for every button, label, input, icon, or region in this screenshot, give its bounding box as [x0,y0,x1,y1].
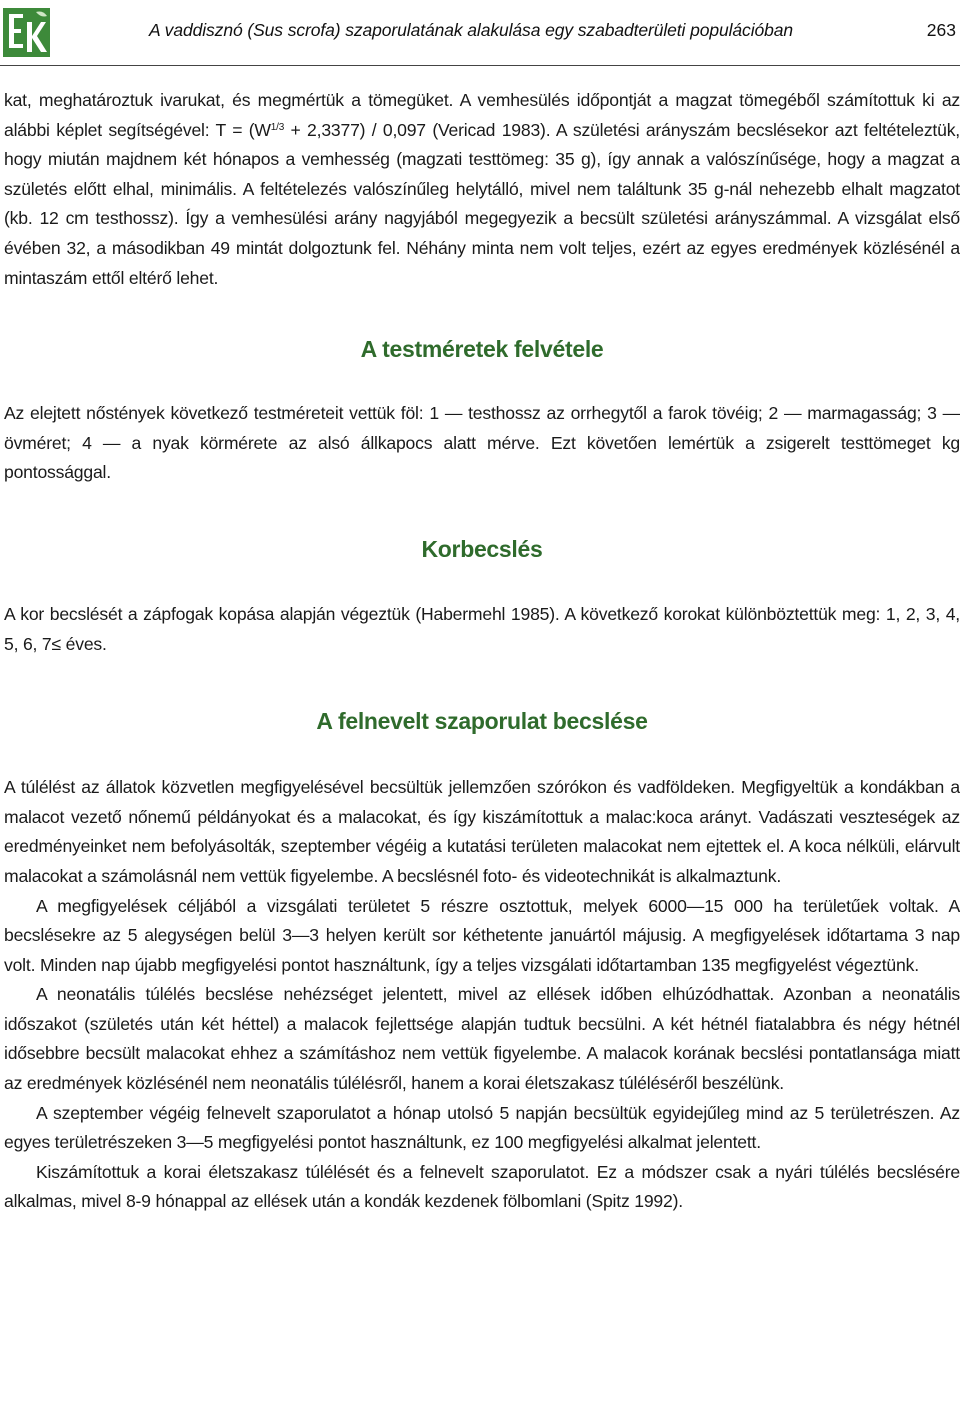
section-heading-body-measurements: A testméretek felvétele [360,336,604,363]
paragraph-sampling [4,86,960,293]
page-body [4,86,960,1217]
journal-logo-icon [3,8,50,57]
page-number: 263 [926,20,956,40]
paragraph-survival-observation: A túlélést az állatok közvetlen megfigyelésével becsültük jellemzően szórókon és vadföldeken. Megfigyeltük a kondákban a malacot vezető nőnemű példányokat és a malacokat, és így kiszámítottuk a malac:koca arányt. Vadászati veszteségek az eredményeinket nem befolyásolták, szeptember végéig a kutatási területen malacokat nem ejtettek el. A koca nélküli, elárvult malacokat a számolásnál nem vettük figyelembe. A becslésnél foto- és videotechnikát is alkalmaztunk. [4,777,960,886]
paragraph-september-estimate: A szeptember végéig felnevelt szaporulatot a hónap utolsó 5 napján becsültük egyidejűleg mind az 5 területrészen. Az egyes területrészeken 3—5 megfigyelési pontot használtunk, ez 100 megfigyelési alkalmat jelentett. [4,1102,960,1153]
paragraph-calculation: Kiszámítottuk a korai életszakasz túlélését és a felnevelt szaporulatot. Ez a módszer csak a nyári túlélés becslésére alkalmas, mivel 8-9 hónappal az ellések után a kondák kezdenek fölbomlani (Spitz 1992). [4,1161,960,1212]
section-heading-age-estimation: Korbecslés [421,535,543,562]
paragraph-body-measurements: Az elejtett nőstények következő testméreteit vettük föl: 1 — testhossz az orrhegytől a farok tövéig; 2 — marmagasság; 3 — övméret; 4 — a nyak körmérete az alsó állkapocs alatt mérve. Ezt követően lemértük a zsigerelt testtömeget kg pontossággal. [4,403,960,483]
section-heading-offspring-estimation: A felnevelt szaporulat becslése [316,708,648,735]
header-divider [0,65,960,66]
formula-text-start: kat, meghatároztuk ivarukat, és megmértük a tömegüket. A vemhesülés időpontját a magzat tömegéből számítottuk ki az alábbi képlet segítségével: T = (W [4,90,960,140]
formula-text-end: + 2,3377) / 0,097 (Vericad 1983). A születési arányszám becslésekor azt feltételeztük, hogy miután majdnem két hónapos a vemhesség (magzati testtömeg: 35 g), így annak a valószínűsége, hogy a magzat a születés előtt elhal, minimális. A feltételezés valószínűleg helytálló, mivel nem találtunk 35 g-nál nehezebb elhalt magzatot (kb. 12 cm testhossz). Így a vemhesülési arány nagyjából megegyezik a becsült születési arányszámmal. A vizsgálat első évében 32, a másodikban 49 mintát dolgoztunk fel. Néhány minta nem volt teljes, ezért az egyes eredmények közlésénél a mintaszám ettől eltérő lehet. [4,119,960,288]
paragraph-age-estimation: A kor becslését a zápfogak kopása alapján végeztük (Habermehl 1985). A következő korokat különböztettük meg: 1, 2, 3, 4, 5, 6, 7≤ éves. [4,603,960,654]
running-title: A vaddisznó (Sus scrofa) szaporulatának alakulása egy szabadterületi populációban [149,20,794,40]
page-header [0,0,960,66]
paragraph-neonatal-survival: A neonatális túlélés becslése nehézséget jelentett, mivel az ellések időben elhúzódhattak. Azonban a neonatális időszakot (születés után két héttel) a malacok fejlettsége alapján tudtuk becsülni. A két hétnél fiatalabbra és négy hétnél idősebbre becsült malacokat ehhez a számításhoz nem vettük figyelembe. A malacok korának becslési pontatlansága miatt az eredmények közlésénél nem neonatális túlélésről, hanem a korai életszakasz túléléséről beszélünk. [4,984,960,1094]
formula-exponent: 1/3 [270,121,285,133]
paragraph-study-area: A megfigyelések céljából a vizsgálati területet 5 részre osztottuk, melyek 6000—15 000 ha területűek voltak. A becslésekre az 5 alegységen belül 3—3 helyen került sor kéthetente januártól májusig. A megfigyelések időtartama 3 nap volt. Minden nap újabb megfigyelési pontot használtunk, így a teljes vizsgálati időtartamban 135 megfigyelést végeztünk. [4,895,960,975]
